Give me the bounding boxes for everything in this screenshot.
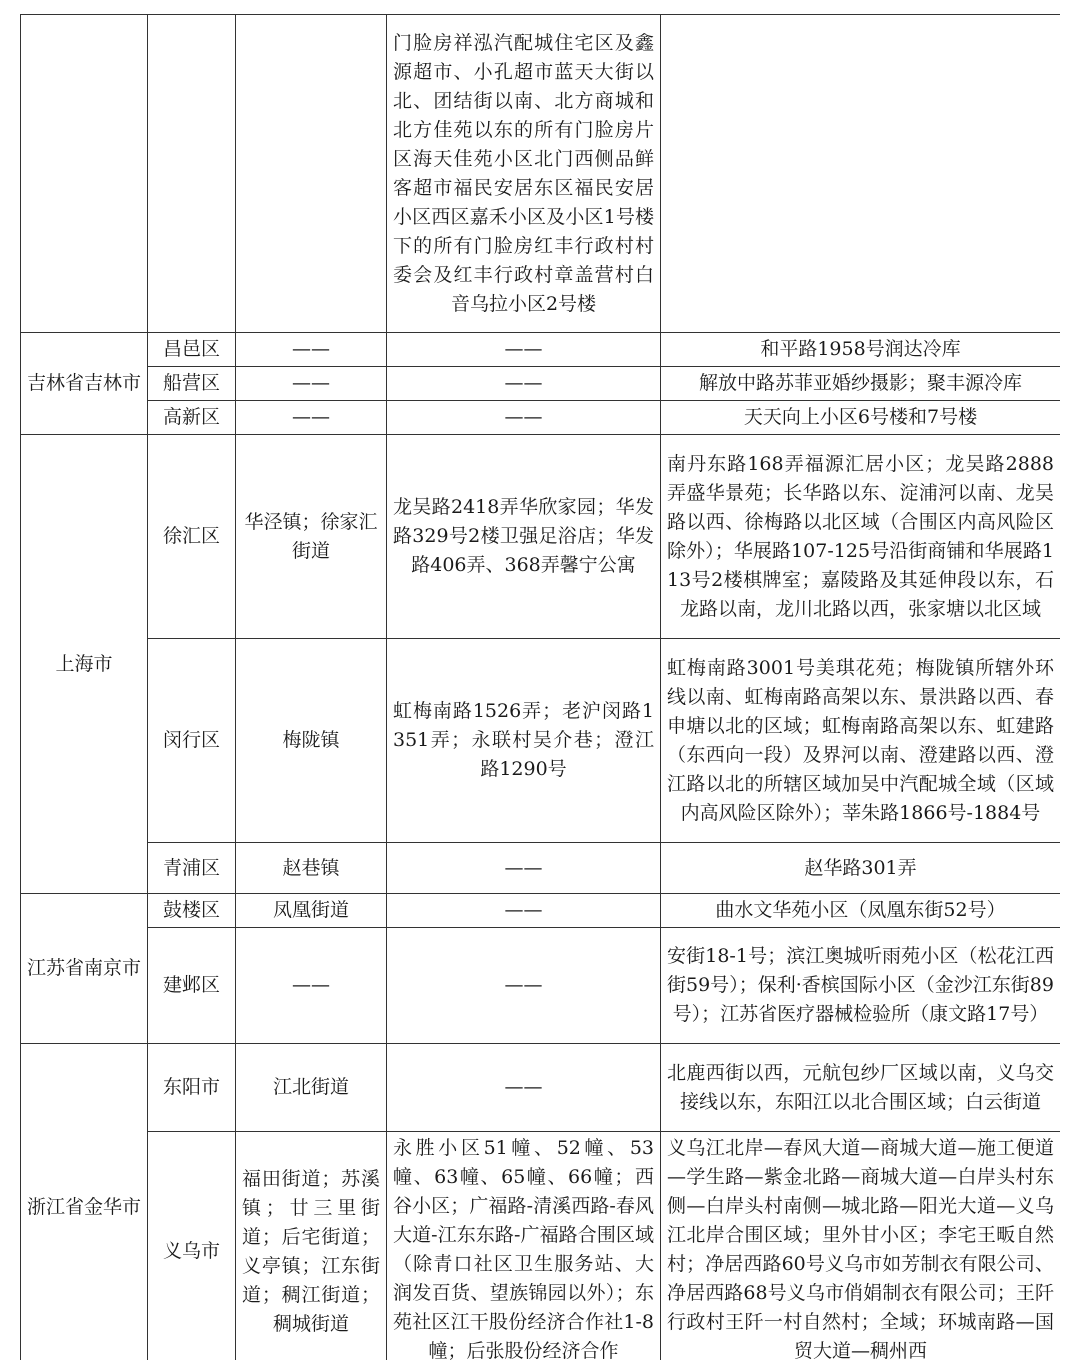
high-risk-cell: 永胜小区51幢、52幢、53幢、63幢、65幢、66幢；西谷小区；广福路-清溪西路-春风大道-江东东路-广福路合围区域（除青口社区卫生服务站、大润发百货、望族锦园以外）；东苑社区江干股份经济合作社1-8幢；后张股份经济合作 <box>387 1132 661 1360</box>
table-row <box>21 928 1061 1044</box>
mid-risk-cell: 安街18-1号；滨江奥城听雨苑小区（松花江西街59号）；保利·香槟国际小区（金沙江东街89号）；江苏省医疗器械检验所（康文路17号） <box>661 928 1061 1044</box>
district-cell: 建邺区 <box>148 928 236 1044</box>
high-risk-cell: —— <box>387 928 661 1044</box>
district-cell: 东阳市 <box>148 1044 236 1132</box>
high-risk-cell: —— <box>387 367 661 401</box>
high-risk-cell: 龙吴路2418弄华欣家园；华发路329号2楼卫强足浴店；华发路406弄、368弄馨宁公寓 <box>387 435 661 639</box>
table-row <box>21 639 1061 843</box>
province-cell: 浙江省金华市 <box>21 1044 148 1360</box>
high-risk-cell: —— <box>387 894 661 928</box>
district-cell: 青浦区 <box>148 843 236 894</box>
table-row <box>21 15 1061 333</box>
mid-risk-cell: 赵华路301弄 <box>661 843 1061 894</box>
street-cell: —— <box>236 928 387 1044</box>
table-row <box>21 401 1061 435</box>
district-cell: 高新区 <box>148 401 236 435</box>
street-cell: 梅陇镇 <box>236 639 387 843</box>
mid-risk-cell: 天天向上小区6号楼和7号楼 <box>661 401 1061 435</box>
high-risk-cell: 门脸房祥泓汽配城住宅区及鑫源超市、小孔超市蓝天大街以北、团结街以南、北方商城和北方佳苑以东的所有门脸房片区海天佳苑小区北门西侧品鲜客超市福民安居东区福民安居小区西区嘉禾小区及小区1号楼下的所有门脸房红丰行政村村委会及红丰行政村章盖营村白音乌拉小区2号楼 <box>387 15 661 333</box>
mid-risk-cell: 虹梅南路3001号美琪花苑；梅陇镇所辖外环线以南、虹梅南路高架以东、景洪路以西、春申塘以北的区域；虹梅南路高架以东、虹建路（东西向一段）及界河以南、澄建路以西、澄江路以北的所辖区域加吴中汽配城全域（区域内高风险区除外）；莘朱路1866号-1884号 <box>661 639 1061 843</box>
street-cell <box>236 15 387 333</box>
province-cell: 江苏省南京市 <box>21 894 148 1044</box>
high-risk-cell: —— <box>387 333 661 367</box>
mid-risk-cell: 北鹿西街以西，元航包纱厂区域以南，义乌交接线以东，东阳江以北合围区域；白云街道 <box>661 1044 1061 1132</box>
high-risk-cell: —— <box>387 1044 661 1132</box>
district-cell: 船营区 <box>148 367 236 401</box>
high-risk-cell: —— <box>387 401 661 435</box>
table-row <box>21 1044 1061 1132</box>
district-cell: 闵行区 <box>148 639 236 843</box>
mid-risk-cell: 南丹东路168弄福源汇居小区；龙吴路2888弄盛华景苑；长华路以东、淀浦河以南、龙吴路以西、徐梅路以北区域（合围区内高风险区除外）；华展路107-125号沿街商铺和华展路113号2楼棋牌室；嘉陵路及其延伸段以东，石龙路以南，龙川北路以西，张家塘以北区域 <box>661 435 1061 639</box>
mid-risk-cell: 义乌江北岸—春风大道—商城大道—施工便道—学生路—紫金北路—商城大道—白岸头村东侧—白岸头村南侧—城北路—阳光大道—义乌江北岸合围区域；里外甘小区；李宅王畈自然村；净居西路60号义乌市如芳制衣有限公司、净居西路68号义乌市俏娟制衣有限公司；王阡行政村王阡一村自然村；全域；环城南路—国贸大道—稠州西 <box>661 1132 1061 1360</box>
mid-risk-cell <box>661 15 1061 333</box>
district-cell: 徐汇区 <box>148 435 236 639</box>
table-row <box>21 843 1061 894</box>
street-cell: 江北街道 <box>236 1044 387 1132</box>
street-cell: —— <box>236 333 387 367</box>
district-cell <box>148 15 236 333</box>
street-cell: 赵巷镇 <box>236 843 387 894</box>
province-cell: 上海市 <box>21 435 148 894</box>
district-cell: 鼓楼区 <box>148 894 236 928</box>
street-cell: 福田街道；苏溪镇；廿三里街道；后宅街道；义亭镇；江东街道；稠江街道；稠城街道 <box>236 1132 387 1360</box>
table-page <box>20 14 1060 1360</box>
mid-risk-cell: 和平路1958号润达冷库 <box>661 333 1061 367</box>
street-cell: —— <box>236 401 387 435</box>
district-cell: 昌邑区 <box>148 333 236 367</box>
mid-risk-cell: 解放中路苏菲亚婚纱摄影；聚丰源冷库 <box>661 367 1061 401</box>
high-risk-cell: 虹梅南路1526弄；老沪闵路1351弄；永联村吴介巷；澄江路1290号 <box>387 639 661 843</box>
table-row <box>21 435 1061 639</box>
street-cell: 华泾镇；徐家汇街道 <box>236 435 387 639</box>
mid-risk-cell: 曲水文华苑小区（凤凰东街52号） <box>661 894 1061 928</box>
street-cell: —— <box>236 367 387 401</box>
province-cell: 吉林省吉林市 <box>21 333 148 435</box>
table-row <box>21 894 1061 928</box>
district-cell: 义乌市 <box>148 1132 236 1360</box>
table-row <box>21 367 1061 401</box>
table-row <box>21 1132 1061 1360</box>
risk-area-table <box>20 14 1060 1360</box>
province-cell <box>21 15 148 333</box>
high-risk-cell: —— <box>387 843 661 894</box>
table-row <box>21 333 1061 367</box>
street-cell: 凤凰街道 <box>236 894 387 928</box>
